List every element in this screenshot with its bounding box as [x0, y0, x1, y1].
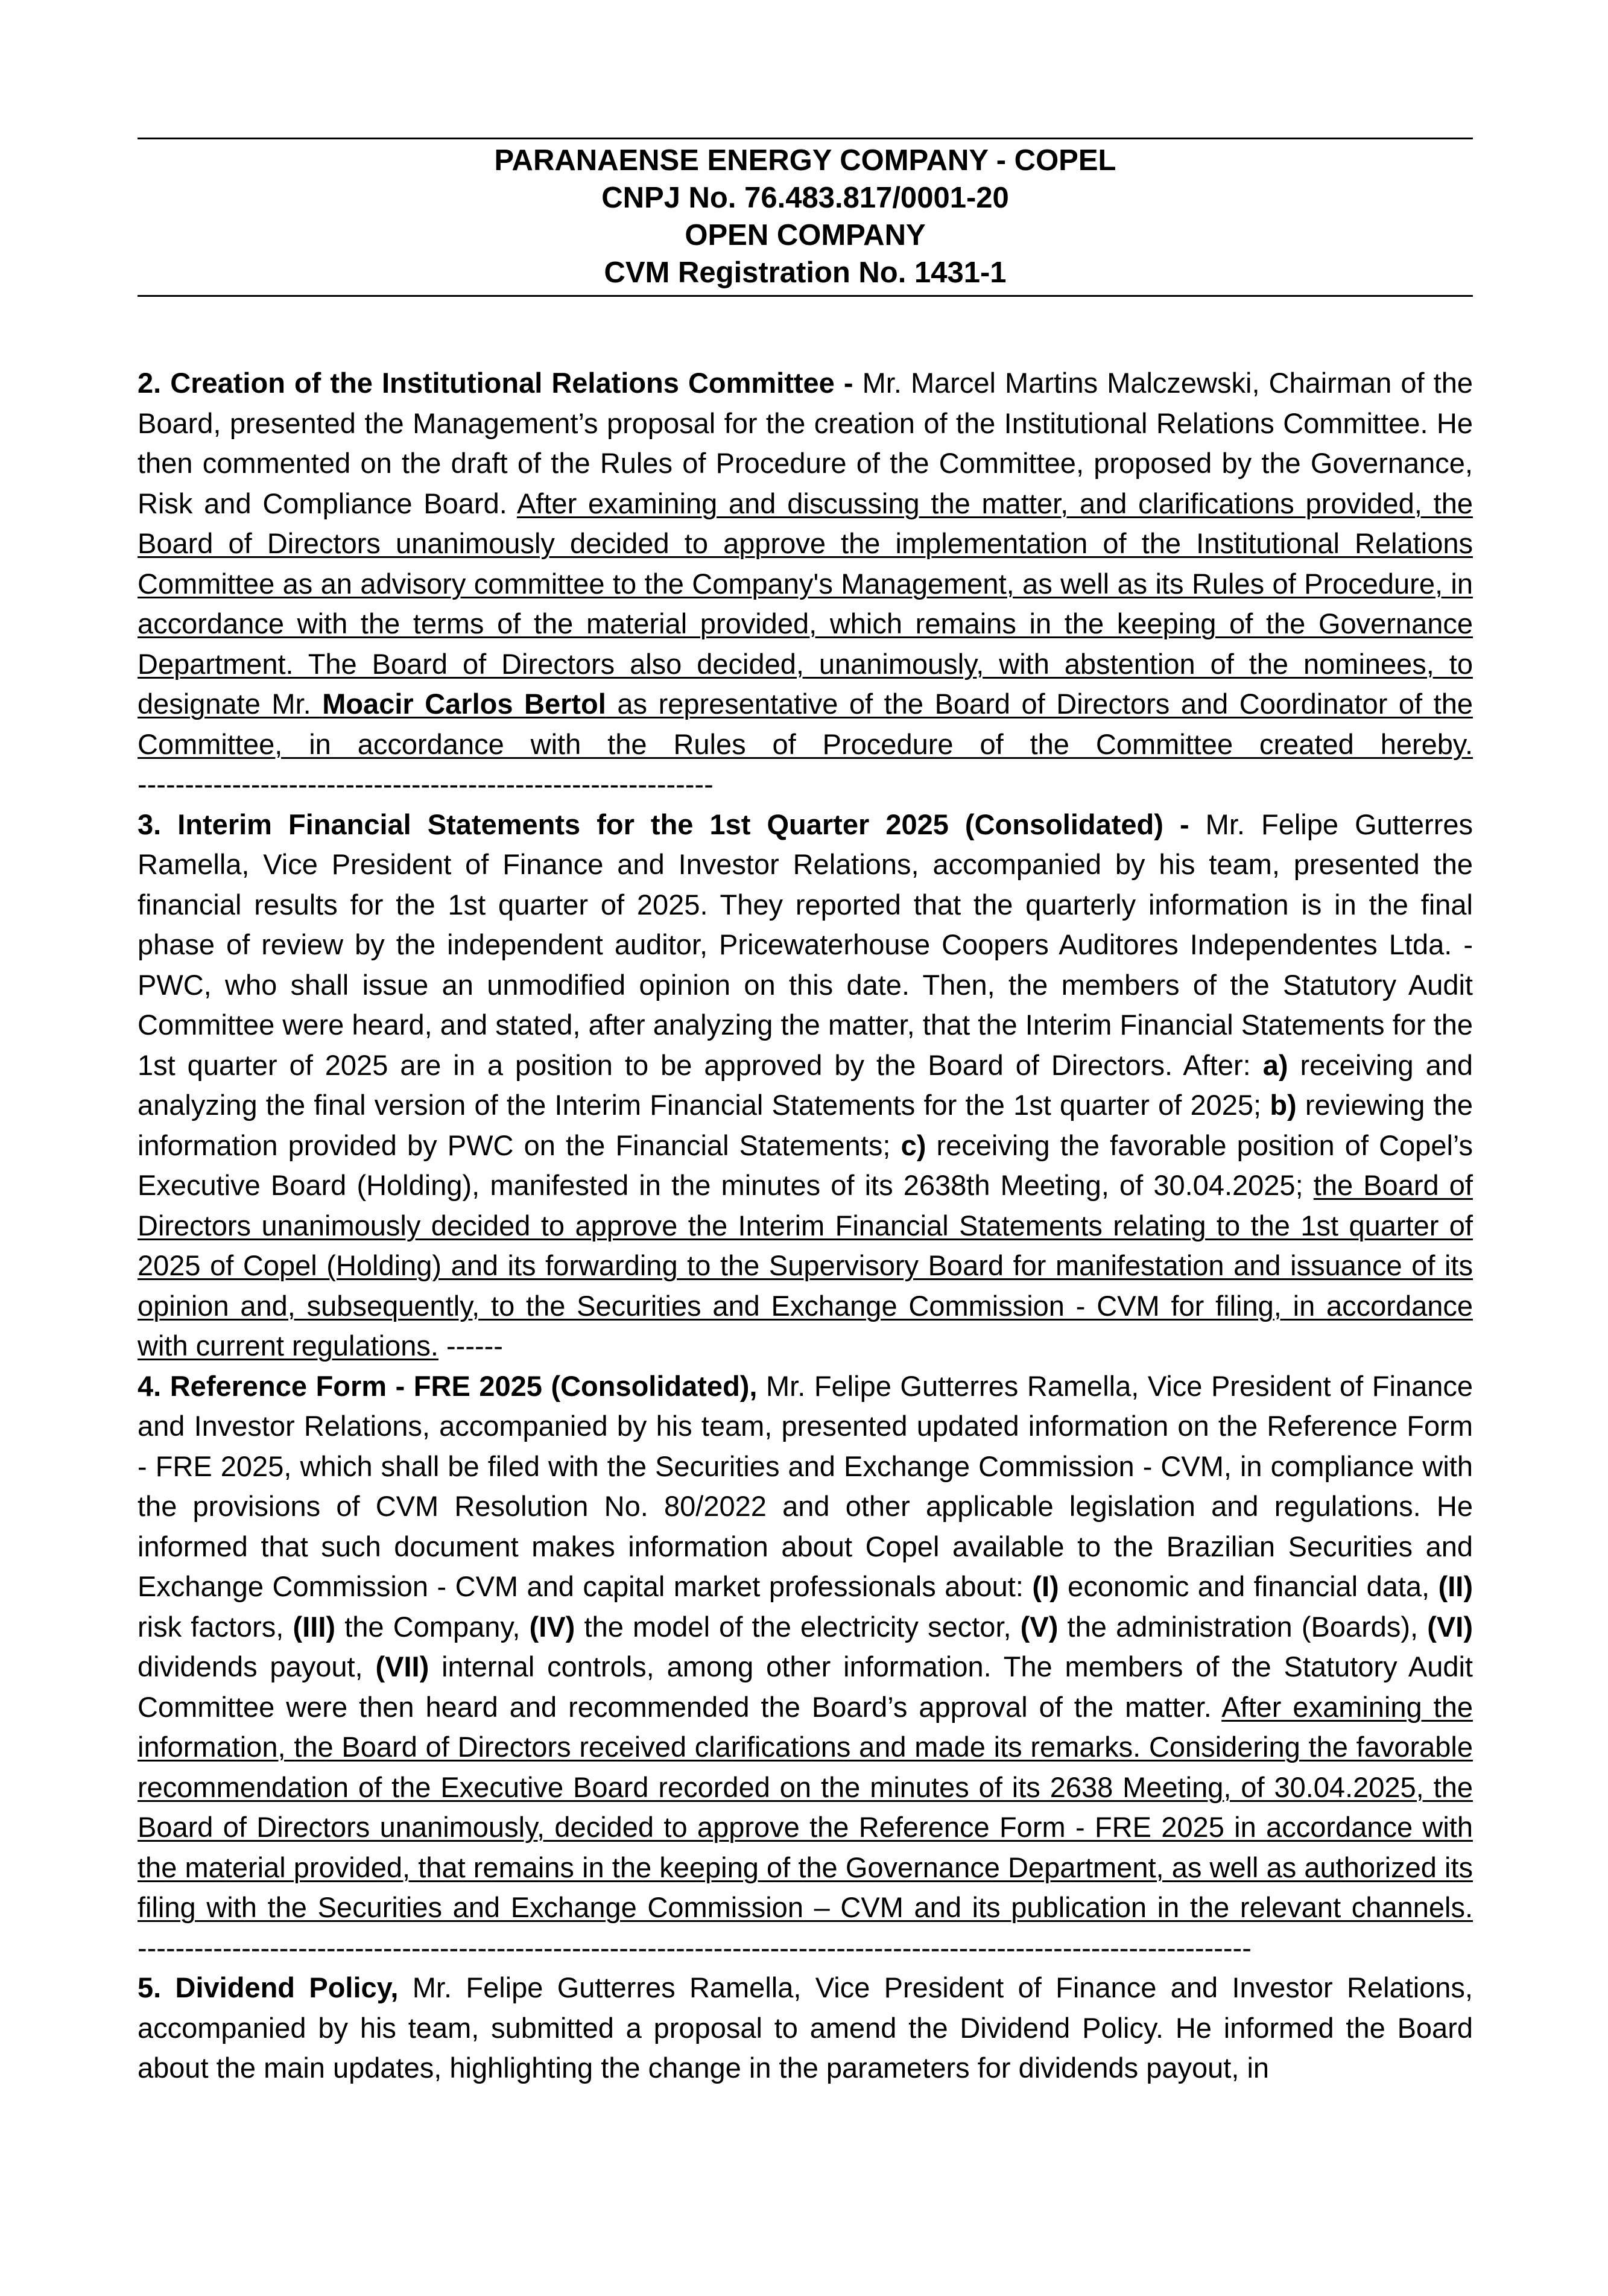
- minutes-body: [138, 363, 1473, 2088]
- item-2-paragraph: 2. Creation of the Institutional Relations Committee - Mr. Marcel Martins Malczewski, Chairman of the Board, presented the Management’s proposal for the creation of the Institutional Relations Committee. He then commented on the draft of the Rules of Procedure of the Committee, proposed by the Governance, Risk and Compliance Board. After examining and discussing the matter, and clarifications provided, the Board of Directors unanimously decided to approve the implementation of the Institutional Relations Committee as an advisory committee to the Company's Management, as well as its Rules of Procedure, in accordance with the terms of the material provided, which remains in the keeping of the Governance Department. The Board of Directors also decided, unanimously, with abstention of the nominees, to designate Mr. Moacir Carlos Bertol as representative of the Board of Directors and Coordinator of the Committee, in accordance with the Rules of Procedure of the Committee created hereby. -------------------------------------------------------------: [138, 367, 1473, 800]
- item-4-title: 4. Reference Form - FRE 2025 (Consolidated),: [138, 1369, 758, 1402]
- item-5-paragraph: 5. Dividend Policy, Mr. Felipe Gutterres Ramella, Vice President of Finance and Investor Relations, accompanied by his team, submitted a proposal to amend the Dividend Policy. He informed the Board about the main updates, highlighting the change in the parameters for dividends payout, in: [138, 1971, 1473, 2084]
- item-3-paragraph: 3. Interim Financial Statements for the 1st Quarter 2025 (Consolidated) - Mr. Felipe Gutterres Ramella, Vice President of Finance and Investor Relations, accompanied by his team, presented the financial results for the 1st quarter of 2025. They reported that the quarterly information is in the final phase of review by the independent auditor, Pricewaterhouse Coopers Auditores Independentes Ltda. - PWC, who shall issue an unmodified opinion on this date. Then, the members of the Statutory Audit Committee were heard, and stated, after analyzing the matter, that the Interim Financial Statements for the 1st quarter of 2025 are in a position to be approved by the Board of Directors. After: a) receiving and analyzing the final version of the Interim Financial Statements for the 1st quarter of 2025; b) reviewing the information provided by PWC on the Financial Statements; c) receiving the favorable position of Copel’s Executive Board (Holding), manifested in the minutes of its 2638th Meeting, of 30.04.2025; the Board of Directors unanimously decided to approve the Interim Financial Statements relating to the 1st quarter of 2025 of Copel (Holding) and its forwarding to the Supervisory Board for manifestation and issuance of its opinion and, subsequently, to the Securities and Exchange Commission - CVM for filing, in accordance with current regulations. ------: [138, 808, 1473, 1362]
- cvm-registration: CVM Registration No. 1431-1: [604, 256, 1007, 289]
- company-header: [138, 138, 1473, 297]
- designated-name: Moacir Carlos Bertol: [322, 688, 606, 720]
- item-2-title: 2. Creation of the Institutional Relations Committee -: [138, 367, 853, 399]
- item-3-title: 3. Interim Financial Statements for the 1st Quarter 2025 (Consolidated) -: [138, 808, 1189, 840]
- document-page: [138, 138, 1473, 2088]
- company-type: OPEN COMPANY: [685, 219, 926, 252]
- item-5-title: 5. Dividend Policy,: [138, 1971, 399, 2003]
- item-4-paragraph: 4. Reference Form - FRE 2025 (Consolidated), Mr. Felipe Gutterres Ramella, Vice President of Finance and Investor Relations, accompanied by his team, presented updated information on the Reference Form - FRE 2025, which shall be filed with the Securities and Exchange Commission - CVM, in compliance with the provisions of CVM Resolution No. 80/2022 and other applicable legislation and regulations. He informed that such document makes information about Copel available to the Brazilian Securities and Exchange Commission - CVM and capital market professionals about: (I) economic and financial data, (II) risk factors, (III) the Company, (IV) the model of the electricity sector, (V) the administration (Boards), (VI) dividends payout, (VII) internal controls, among other information. The members of the Statutory Audit Committee were then heard and recommended the Board’s approval of the matter. After examining the information, the Board of Directors received clarifications and made its remarks. Considering the favorable recommendation of the Executive Board recorded on the minutes of its 2638 Meeting, of 30.04.2025, the Board of Directors unanimously, decided to approve the Reference Form - FRE 2025 in accordance with the material provided, that remains in the keeping of the Governance Department, as well as authorized its filing with the Securities and Exchange Commission – CVM and its publication in the relevant channels. ----------------------------------------------------------------------------------------------------------------------: [138, 1369, 1473, 1964]
- cnpj-number: CNPJ No. 76.483.817/0001-20: [601, 182, 1009, 214]
- company-name: PARANAENSE ENERGY COMPANY - COPEL: [494, 144, 1116, 177]
